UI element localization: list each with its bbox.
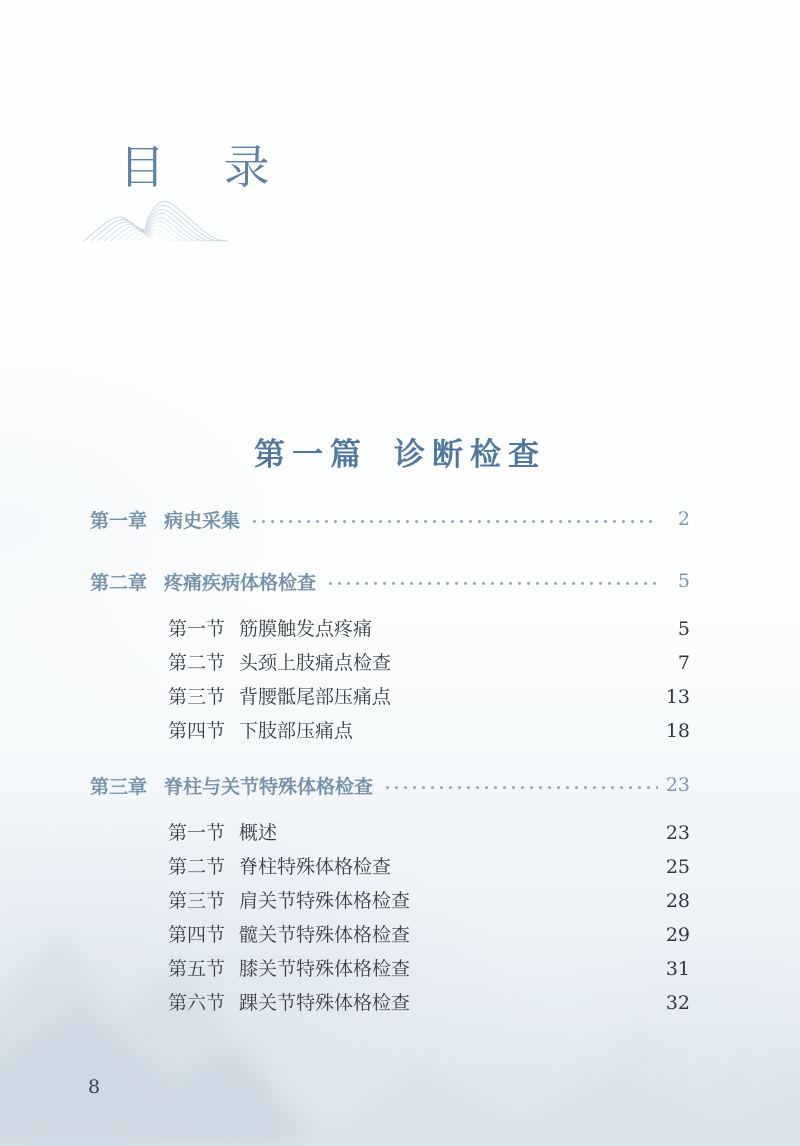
toc-section-row [90, 990, 690, 1016]
toc-chapter-block [90, 772, 690, 1016]
chapter-title: 脊柱与关节特殊体格检查 [164, 775, 374, 798]
toc-chapter-row [90, 506, 690, 532]
chapter-title: 病史采集 [164, 509, 241, 532]
toc-chapter-block [90, 568, 690, 744]
section-title: 髋关节特殊体格检查 [239, 924, 411, 946]
section-label: 第二节 [168, 652, 226, 674]
section-title: 概述 [239, 822, 278, 844]
section-page-number: 32 [665, 992, 690, 1014]
chapter-page-number: 2 [677, 508, 690, 530]
toc-section-row [90, 616, 690, 642]
chapter-page-number: 5 [677, 570, 690, 592]
chapter-label: 第一章 [90, 509, 148, 532]
section-page-number: 31 [665, 958, 690, 980]
dot-leader [326, 579, 658, 588]
section-title: 下肢部压痛点 [239, 720, 354, 742]
section-label: 第二节 [168, 856, 226, 878]
section-page-number: 18 [665, 720, 690, 742]
toc-chapter-row [90, 568, 690, 594]
chapter-title: 疼痛疾病体格检查 [164, 571, 317, 594]
section-label: 第一节 [168, 822, 226, 844]
part-label: 第一篇 [254, 437, 368, 473]
dot-leader [383, 783, 658, 792]
section-page-number: 29 [665, 924, 690, 946]
section-label: 第四节 [168, 720, 226, 742]
part-heading [0, 429, 800, 474]
toc-section-row [90, 718, 690, 744]
section-title: 踝关节特殊体格检查 [239, 992, 411, 1014]
section-label: 第三节 [168, 890, 226, 912]
toc-chapter-row [90, 772, 690, 798]
section-label: 第六节 [168, 992, 226, 1014]
section-page-number: 25 [665, 856, 690, 878]
section-title: 背腰骶尾部压痛点 [239, 686, 392, 708]
toc-section-row [90, 684, 690, 710]
toc [90, 494, 690, 1016]
section-label: 第三节 [168, 686, 226, 708]
chapter-label: 第二章 [90, 571, 148, 594]
section-title: 脊柱特殊体格检查 [239, 856, 392, 878]
section-page-number: 28 [665, 890, 690, 912]
toc-section-list [90, 820, 690, 1016]
chapter-label: 第三章 [90, 775, 148, 798]
section-title: 肩关节特殊体格检查 [239, 890, 411, 912]
part-title: 诊断检查 [394, 437, 546, 473]
section-page-number: 13 [665, 686, 690, 708]
toc-section-row [90, 922, 690, 948]
mountain-contour-icon [84, 190, 228, 244]
dot-leader [250, 517, 658, 526]
section-page-number: 23 [665, 822, 690, 844]
toc-chapter-block [90, 506, 690, 532]
page-number: 8 [88, 1076, 101, 1098]
toc-section-row [90, 854, 690, 880]
section-title: 头颈上肢痛点检查 [239, 652, 392, 674]
toc-section-row [90, 956, 690, 982]
section-page-number: 5 [677, 618, 690, 640]
section-label: 第一节 [168, 618, 226, 640]
section-title: 筋膜触发点疼痛 [239, 618, 373, 640]
toc-section-row [90, 820, 690, 846]
section-label: 第四节 [168, 924, 226, 946]
toc-section-list [90, 616, 690, 744]
toc-section-row [90, 888, 690, 914]
section-label: 第五节 [168, 958, 226, 980]
section-title: 膝关节特殊体格检查 [239, 958, 411, 980]
toc-section-row [90, 650, 690, 676]
chapter-page-number: 23 [665, 774, 690, 796]
page-title: 目 录 [119, 140, 292, 194]
section-page-number: 7 [677, 652, 690, 674]
